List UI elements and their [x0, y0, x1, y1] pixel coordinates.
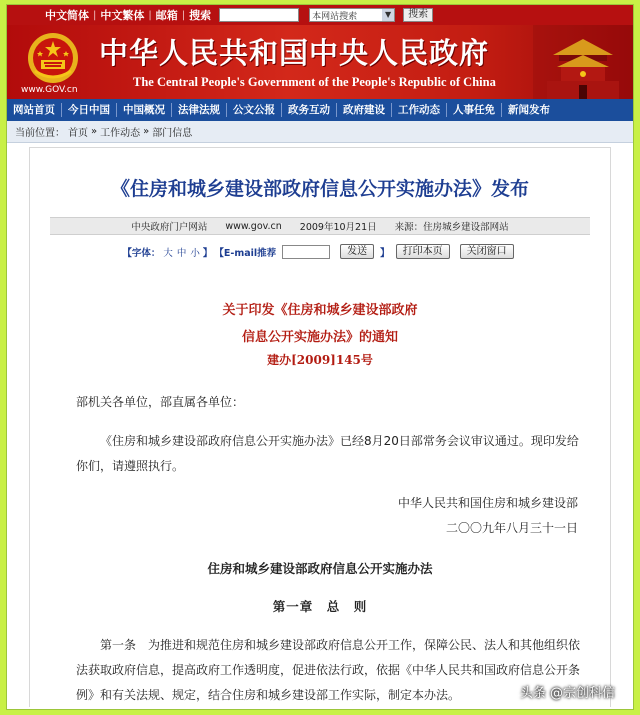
- main-nav: [7, 99, 633, 121]
- chevron-down-icon: ▼: [382, 9, 394, 21]
- tiananmen-gate-icon: [533, 25, 633, 99]
- browser-page: [6, 4, 634, 710]
- font-medium-link[interactable]: 中: [176, 247, 187, 259]
- site-url: www.GOV.cn: [21, 85, 78, 95]
- article-title: 《住房和城乡建设部政府信息公开实施办法》发布: [110, 178, 529, 200]
- nav-documents[interactable]: 公文公报: [227, 103, 282, 117]
- addressees: 部机关各单位，部直属各单位：: [76, 395, 245, 409]
- send-button[interactable]: 发送: [340, 244, 374, 259]
- document-title: 住房和城乡建设部政府信息公开实施办法: [207, 561, 433, 576]
- breadcrumb: 当前位置： 首页 » 工作动态 » 部门信息: [7, 121, 633, 143]
- article-tools: 【字体： 大 中 小 】 【E-mail推荐 发送 】 打印本页 关闭窗口: [30, 244, 610, 259]
- meta-site: 中央政府门户网站: [131, 222, 208, 233]
- email-input[interactable]: [282, 245, 330, 259]
- nav-home[interactable]: 网站首页: [7, 103, 62, 117]
- sign-date: 二〇〇九年八月三十一日: [445, 521, 578, 535]
- nav-china-overview[interactable]: 中国概况: [117, 103, 172, 117]
- meta-date: 2009年10月21日: [299, 222, 377, 233]
- nav-appointments[interactable]: 人事任免: [447, 103, 502, 117]
- site-subtitle: The Central People's Government of the People's Republic of China: [133, 75, 496, 89]
- breadcrumb-home[interactable]: 首页: [68, 128, 88, 139]
- search-button[interactable]: 搜索: [403, 8, 433, 22]
- font-small-link[interactable]: 小: [190, 247, 200, 259]
- search-input[interactable]: [219, 8, 299, 22]
- link-search[interactable]: 搜索: [189, 9, 212, 22]
- link-traditional[interactable]: 中文繁体: [100, 9, 145, 22]
- watermark: 头条 @宗创科信: [519, 686, 615, 701]
- site-banner: [7, 25, 633, 99]
- print-button[interactable]: 打印本页: [396, 244, 450, 259]
- email-label: 【E-mail推荐: [214, 247, 277, 259]
- nav-press[interactable]: 新闻发布: [508, 104, 550, 116]
- site-title[interactable]: 中华人民共和国中央人民政府: [99, 36, 490, 70]
- close-window-button[interactable]: 关闭窗口: [460, 244, 514, 259]
- breadcrumb-work-news[interactable]: 工作动态: [100, 128, 141, 139]
- search-scope-select[interactable]: 本网站搜索 ▼: [309, 8, 395, 22]
- signature: 中华人民共和国住房和城乡建设部: [397, 496, 578, 510]
- font-large-link[interactable]: 大: [163, 247, 173, 259]
- meta-source: 来源：住房城乡建设部网站: [394, 222, 509, 233]
- nav-laws[interactable]: 法律法规: [172, 103, 227, 117]
- article-container: [29, 147, 611, 707]
- notice-title-line2: 信息公开实施办法》的通知: [241, 330, 398, 345]
- national-emblem-icon[interactable]: [25, 31, 81, 85]
- article-one: 第一条 为推进和规范住房和城乡建设部政府信息公开工作，保障公民、法人和其他组织依法获取政府信息，提高政府工作透明度，促进依法行政，依据《中华人民共和国政府信息公开条例》和有关法规、规定，结合住房和城乡建设部工作实际，制定本办法。: [76, 638, 581, 702]
- nav-work-news[interactable]: 工作动态: [392, 103, 447, 117]
- nav-government[interactable]: 政府建设: [337, 103, 392, 117]
- notice-title-line1: 关于印发《住房和城乡建设部政府: [222, 303, 418, 318]
- breadcrumb-label: 当前位置：: [15, 128, 65, 139]
- notice-number: 建办[2009]145号: [267, 353, 373, 367]
- article-meta: [50, 217, 590, 235]
- top-bar: 中文简体 | 中文繁体 | 邮箱 | 搜索 本网站搜索 ▼ 搜索: [7, 5, 633, 25]
- notice-body: 《住房和城乡建设部政府信息公开实施办法》已经8月20日部常务会议审议通过。现印发给你们，请遵照执行。: [76, 434, 579, 473]
- link-simplified[interactable]: 中文简体: [45, 9, 89, 22]
- breadcrumb-dept-info[interactable]: 部门信息: [152, 128, 193, 139]
- chapter-heading: 第一章 总 则: [272, 599, 368, 614]
- nav-interaction[interactable]: 政务互动: [282, 103, 337, 117]
- link-mail[interactable]: 邮箱: [155, 9, 178, 22]
- nav-china-today[interactable]: 今日中国: [62, 103, 117, 117]
- meta-url: www.gov.cn: [225, 220, 282, 232]
